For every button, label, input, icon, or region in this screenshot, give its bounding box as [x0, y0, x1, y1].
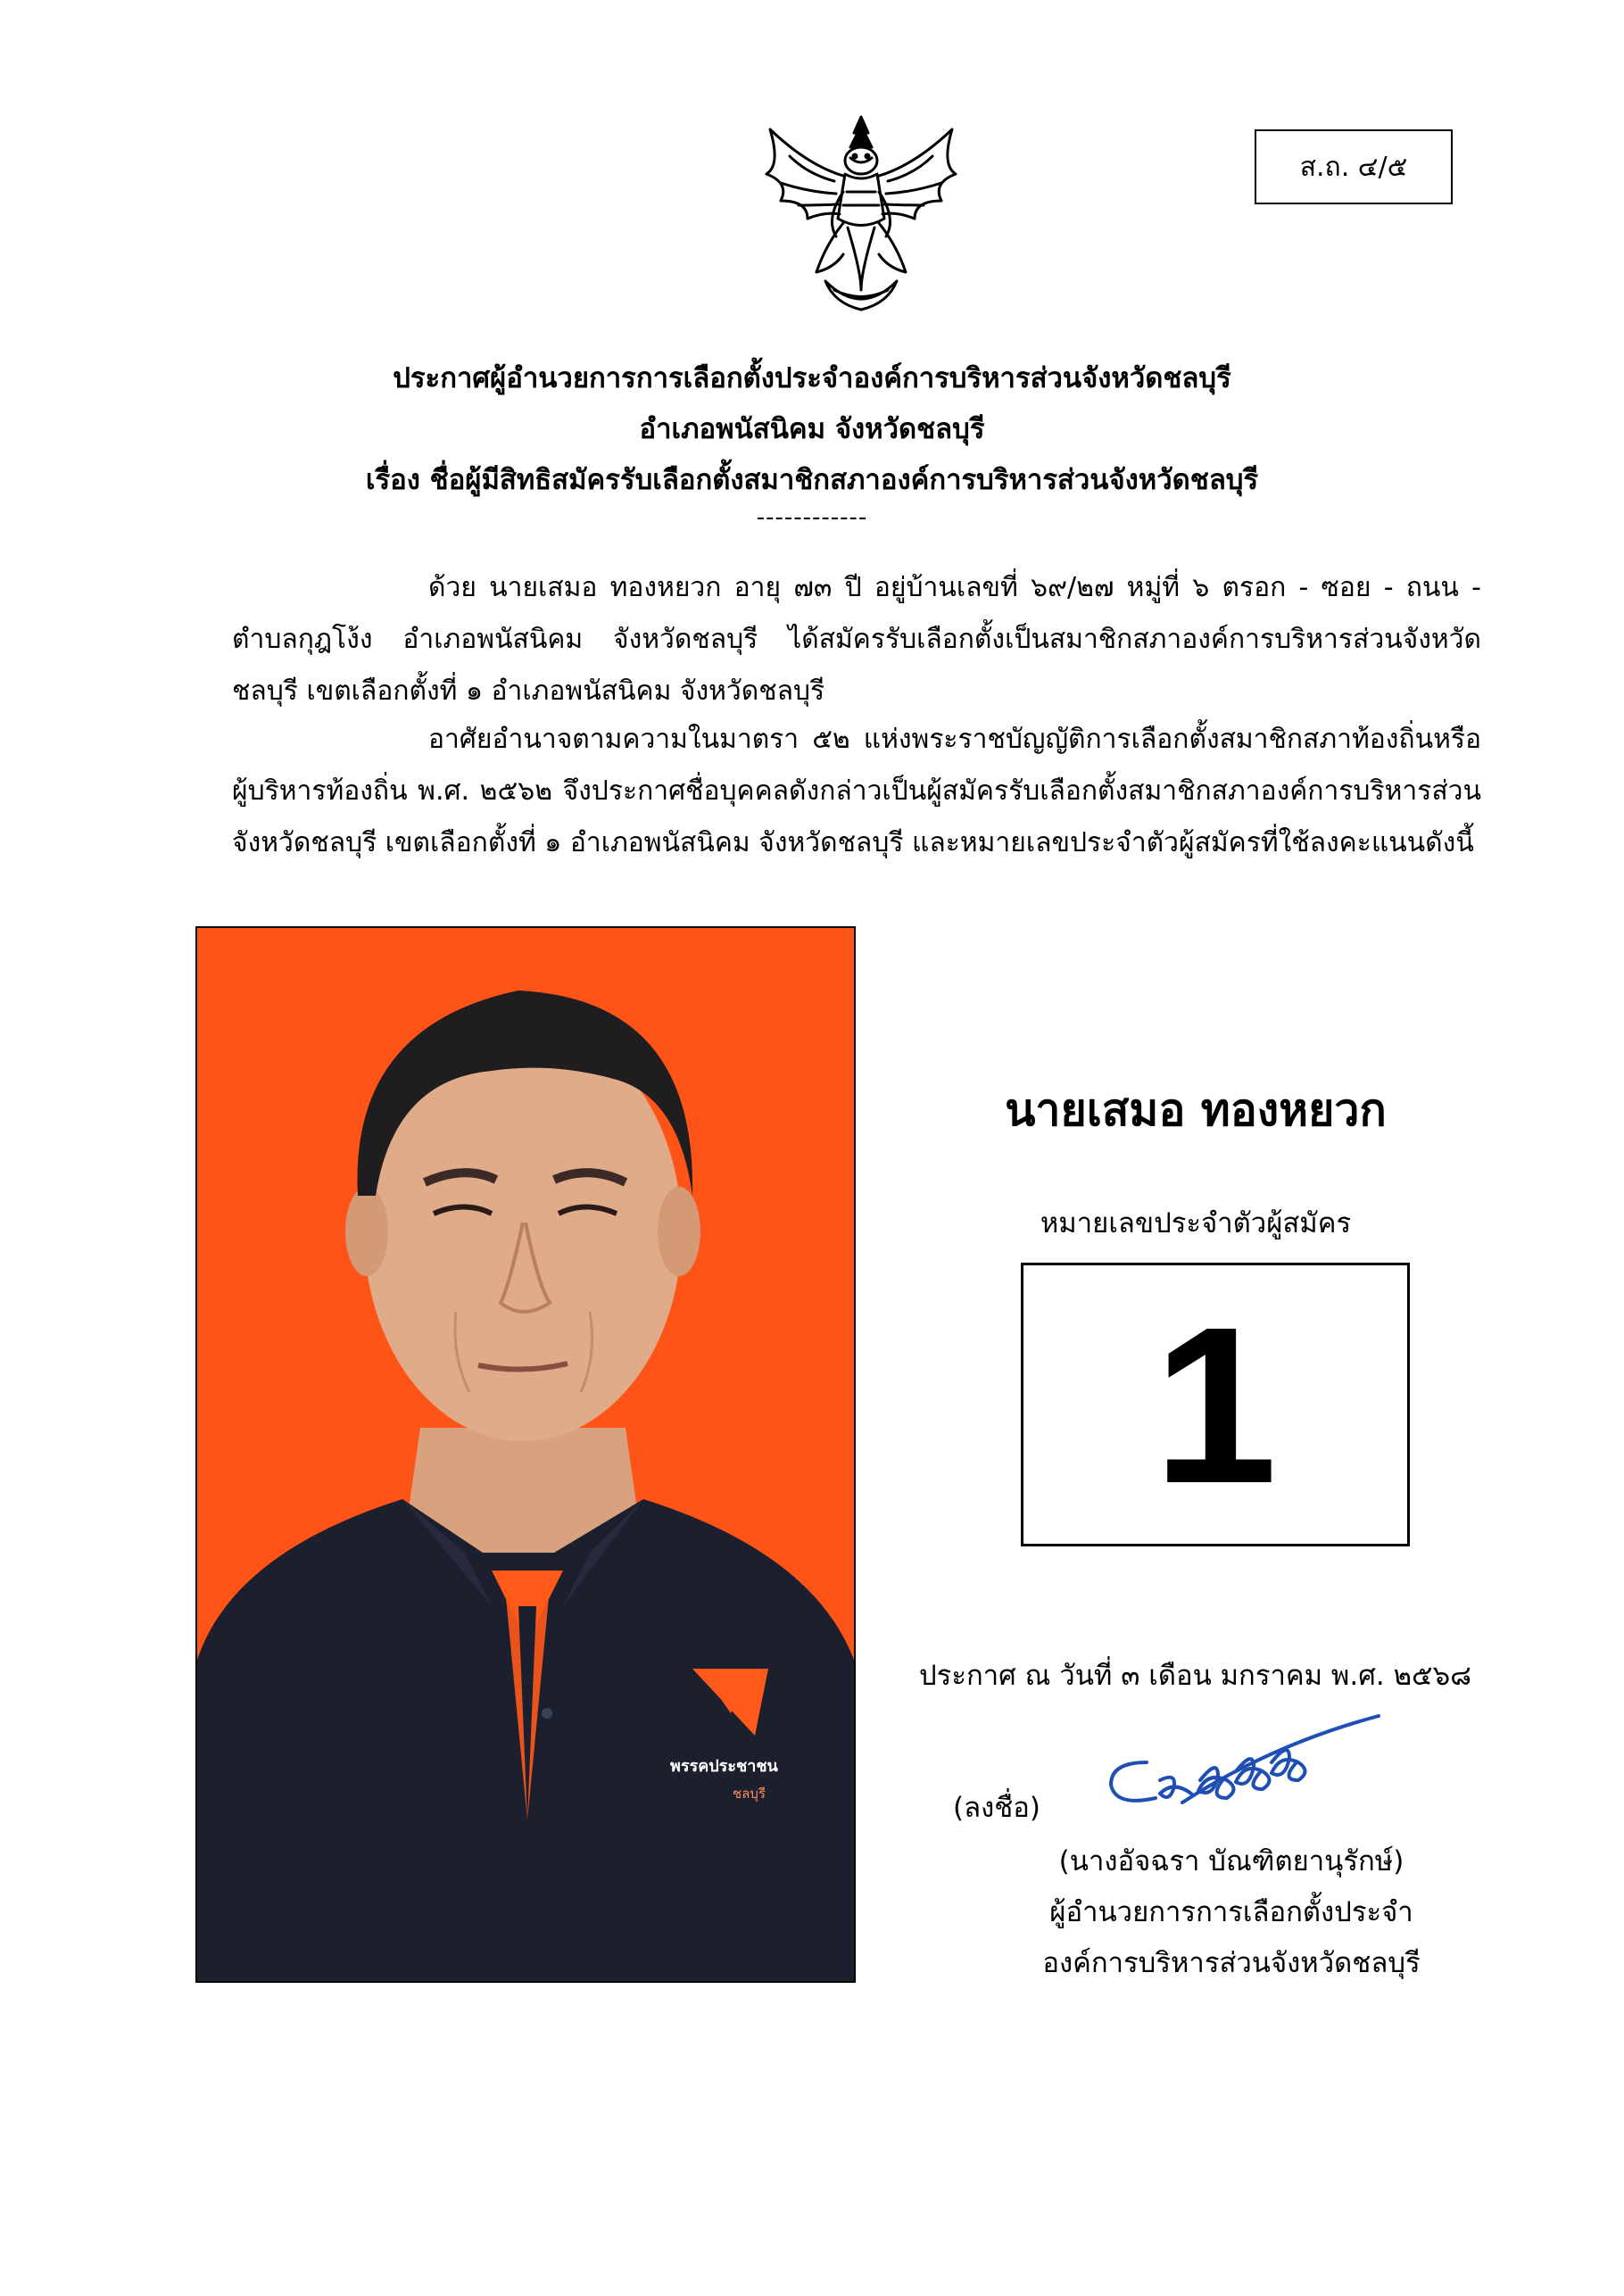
signer-name: (นางอัจฉรา บัณฑิตยานุรักษ์) [1058, 1845, 1404, 1877]
candidate-number: 1 [1153, 1280, 1278, 1529]
candidate-number-label: หมายเลขประจำตัวผู้สมัคร [1040, 1207, 1352, 1239]
signature-label: (ลงชื่อ) [953, 1792, 1040, 1824]
candidate-number-box [1021, 1263, 1410, 1546]
body-paragraph-1: ด้วย นายเสมอ ทองหยวก อายุ ๗๓ ปี อยู่บ้านเลขที่ ๖๙/๒๗ หมู่ที่ ๖ ตรอก - ซอย - ถนน - ตำบลกุฎโง้ง อำเภอพนัสนิคม จังหวัดชลบุรี ได้สมัครรับเลือกตั้งเป็นสมาชิกสภาองค์การบริหารส่วนจังหวัดชลบุรี เขตเลือกตั้งที่ ๑ อำเภอพนัสนิคม จังหวัดชลบุรี [232, 572, 1481, 707]
form-code-box [1255, 129, 1453, 204]
handwritten-signature-icon [1093, 1709, 1405, 1825]
heading-divider: ------------ [756, 504, 868, 531]
signer-position-line-1: ผู้อำนวยการการเลือกตั้งประจำ [1049, 1896, 1413, 1928]
shirt-party-text: พรรคประชาชน [670, 1757, 778, 1776]
announcement-title: ประกาศผู้อำนวยการการเลือกตั้งประจำองค์การบริหารส่วนจังหวัดชลบุรี [393, 362, 1231, 394]
candidate-name: นายเสมอ ทองหยวก [1005, 1084, 1387, 1136]
candidate-photo [195, 926, 856, 1983]
announcement-subject: เรื่อง ชื่อผู้มีสิทธิสมัครรับเลือกตั้งสมาชิกสภาองค์การบริหารส่วนจังหวัดชลบุรี [365, 464, 1259, 496]
garuda-emblem-icon [754, 112, 968, 326]
candidate-portrait-image [197, 928, 854, 1981]
shirt-province-text: ชลบุรี [733, 1786, 766, 1802]
body-paragraph-2: อาศัยอำนาจตามความในมาตรา ๕๒ แห่งพระราชบัญญัติการเลือกตั้งสมาชิกสภาท้องถิ่นหรือผู้บริหารท้องถิ่น พ.ศ. ๒๕๖๒ จึงประกาศชื่อบุคคลดังกล่าวเป็นผู้สมัครรับเลือกตั้งสมาชิกสภาองค์การบริหารส่วนจังหวัดชลบุรี เขตเลือกตั้งที่ ๑ อำเภอพนัสนิคม จังหวัดชลบุรี และหมายเลขประจำตัวผู้สมัครที่ใช้ลงคะแนนดังนี้ [232, 724, 1481, 858]
announcement-date: ประกาศ ณ วันที่ ๓ เดือน มกราคม พ.ศ. ๒๕๖๘ [919, 1660, 1472, 1692]
form-code: ส.ถ. ๔/๕ [1299, 151, 1408, 183]
signer-position-line-2: องค์การบริหารส่วนจังหวัดชลบุรี [1042, 1947, 1421, 1979]
announcement-district: อำเภอพนัสนิคม จังหวัดชลบุรี [639, 413, 985, 445]
